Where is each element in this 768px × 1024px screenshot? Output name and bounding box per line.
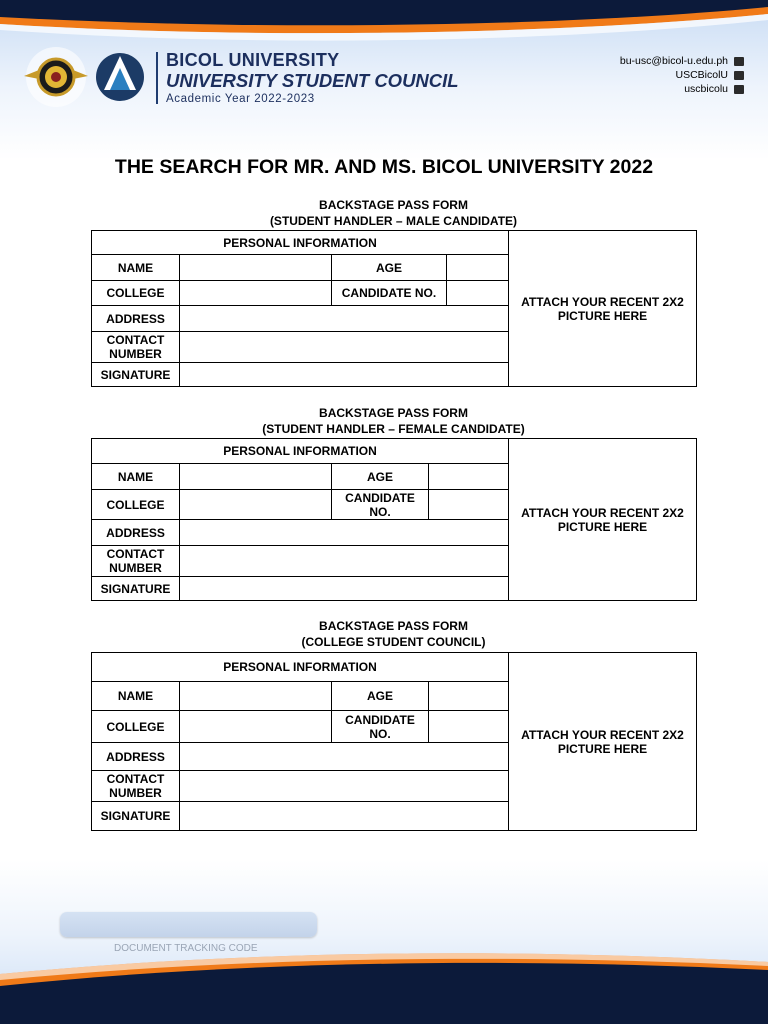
header-divider [156, 52, 158, 104]
form-1-college-field[interactable] [180, 281, 332, 306]
form-1-address-label: ADDRESS [92, 306, 180, 332]
form-1-contact-field[interactable] [180, 332, 509, 363]
form-1-name-field[interactable] [180, 255, 332, 281]
contact-email[interactable]: bu-usc@bicol-u.edu.ph [619, 55, 728, 67]
form-3-name-label: NAME [92, 682, 180, 711]
contact-block [620, 54, 744, 96]
contact-instagram[interactable]: uscbicolu [684, 83, 728, 95]
envelope-icon [734, 57, 744, 66]
form-2-signature-field[interactable] [180, 577, 509, 601]
form-1-photo-area[interactable]: ATTACH YOUR RECENT 2X2 PICTURE HERE [509, 231, 697, 387]
form-3-candidate-no-label: CANDIDATE NO. [332, 711, 429, 743]
form-3-address-field[interactable] [180, 743, 509, 771]
form-2-candidate-no-label: CANDIDATE NO. [332, 490, 429, 520]
form-1-age-label: AGE [332, 255, 447, 281]
footer-wave [0, 944, 768, 1024]
form-2-subheading: (STUDENT HANDLER – FEMALE CANDIDATE) [262, 422, 525, 436]
university-logos [22, 46, 152, 108]
form-1-address-field[interactable] [180, 306, 509, 332]
form-2-name-label: NAME [92, 464, 180, 490]
form-2-college-label: COLLEGE [92, 490, 180, 520]
form-3-college-label: COLLEGE [92, 711, 180, 743]
tracking-code-label: DOCUMENT TRACKING CODE [114, 943, 258, 954]
form-2-personal-info: PERSONAL INFORMATION [92, 439, 509, 464]
council-name: UNIVERSITY STUDENT COUNCIL [166, 70, 459, 91]
tracking-code-field[interactable] [60, 912, 317, 937]
form-1-college-label: COLLEGE [92, 281, 180, 306]
instagram-icon [734, 85, 744, 94]
bicol-university-seal-icon [24, 47, 88, 107]
form-1-heading: BACKSTAGE PASS FORM [319, 198, 468, 212]
form-3-signature-field[interactable] [180, 802, 509, 831]
form-3-candidate-no-field[interactable] [429, 711, 509, 743]
form-2-photo-area[interactable]: ATTACH YOUR RECENT 2X2 PICTURE HERE [509, 439, 697, 601]
form-2-address-field[interactable] [180, 520, 509, 546]
form-3-table [91, 652, 697, 831]
form-3-address-label: ADDRESS [92, 743, 180, 771]
form-2-contact-field[interactable] [180, 546, 509, 577]
form-2-table [91, 438, 697, 601]
form-3-contact-field[interactable] [180, 771, 509, 802]
form-3-college-field[interactable] [180, 711, 332, 743]
form-3-photo-area[interactable]: ATTACH YOUR RECENT 2X2 PICTURE HERE [509, 653, 697, 831]
form-2-contact-label: CONTACT NUMBER [92, 546, 180, 577]
form-3-subheading: (COLLEGE STUDENT COUNCIL) [301, 635, 486, 649]
form-2-college-field[interactable] [180, 490, 332, 520]
form-3-name-field[interactable] [180, 682, 332, 711]
form-3-heading-block [91, 618, 696, 650]
form-1-personal-info: PERSONAL INFORMATION [92, 231, 509, 255]
form-1-name-label: NAME [92, 255, 180, 281]
form-2-address-label: ADDRESS [92, 520, 180, 546]
form-2-candidate-no-field[interactable] [429, 490, 509, 520]
form-2-heading-block [91, 405, 696, 437]
form-2-heading: BACKSTAGE PASS FORM [319, 406, 468, 420]
form-3-personal-info: PERSONAL INFORMATION [92, 653, 509, 682]
form-2-age-label: AGE [332, 464, 429, 490]
form-2-name-field[interactable] [180, 464, 332, 490]
form-3-age-field[interactable] [429, 682, 509, 711]
form-1-heading-block [91, 197, 696, 229]
facebook-icon [734, 71, 744, 80]
form-1-contact-label: CONTACT NUMBER [92, 332, 180, 363]
form-2-age-field[interactable] [429, 464, 509, 490]
form-1-table [91, 230, 697, 387]
usc-mountain-logo-icon [96, 53, 144, 101]
form-1-age-field[interactable] [447, 255, 509, 281]
form-1-signature-field[interactable] [180, 363, 509, 387]
form-1-candidate-no-label: CANDIDATE NO. [332, 281, 447, 306]
form-3-signature-label: SIGNATURE [92, 802, 180, 831]
form-2-signature-label: SIGNATURE [92, 577, 180, 601]
form-3-age-label: AGE [332, 682, 429, 711]
contact-facebook[interactable]: USCBicolU [675, 69, 728, 81]
form-1-candidate-no-field[interactable] [447, 281, 509, 306]
form-1-subheading: (STUDENT HANDLER – MALE CANDIDATE) [269, 214, 518, 228]
org-name: BICOL UNIVERSITY [166, 50, 340, 70]
org-block [166, 50, 459, 106]
document-title: THE SEARCH FOR MR. AND MS. BICOL UNIVERSITY 2022 [114, 156, 654, 178]
academic-year: Academic Year 2022-2023 [166, 93, 315, 105]
form-3-contact-label: CONTACT NUMBER [92, 771, 180, 802]
form-1-signature-label: SIGNATURE [92, 363, 180, 387]
form-3-heading: BACKSTAGE PASS FORM [319, 619, 468, 633]
